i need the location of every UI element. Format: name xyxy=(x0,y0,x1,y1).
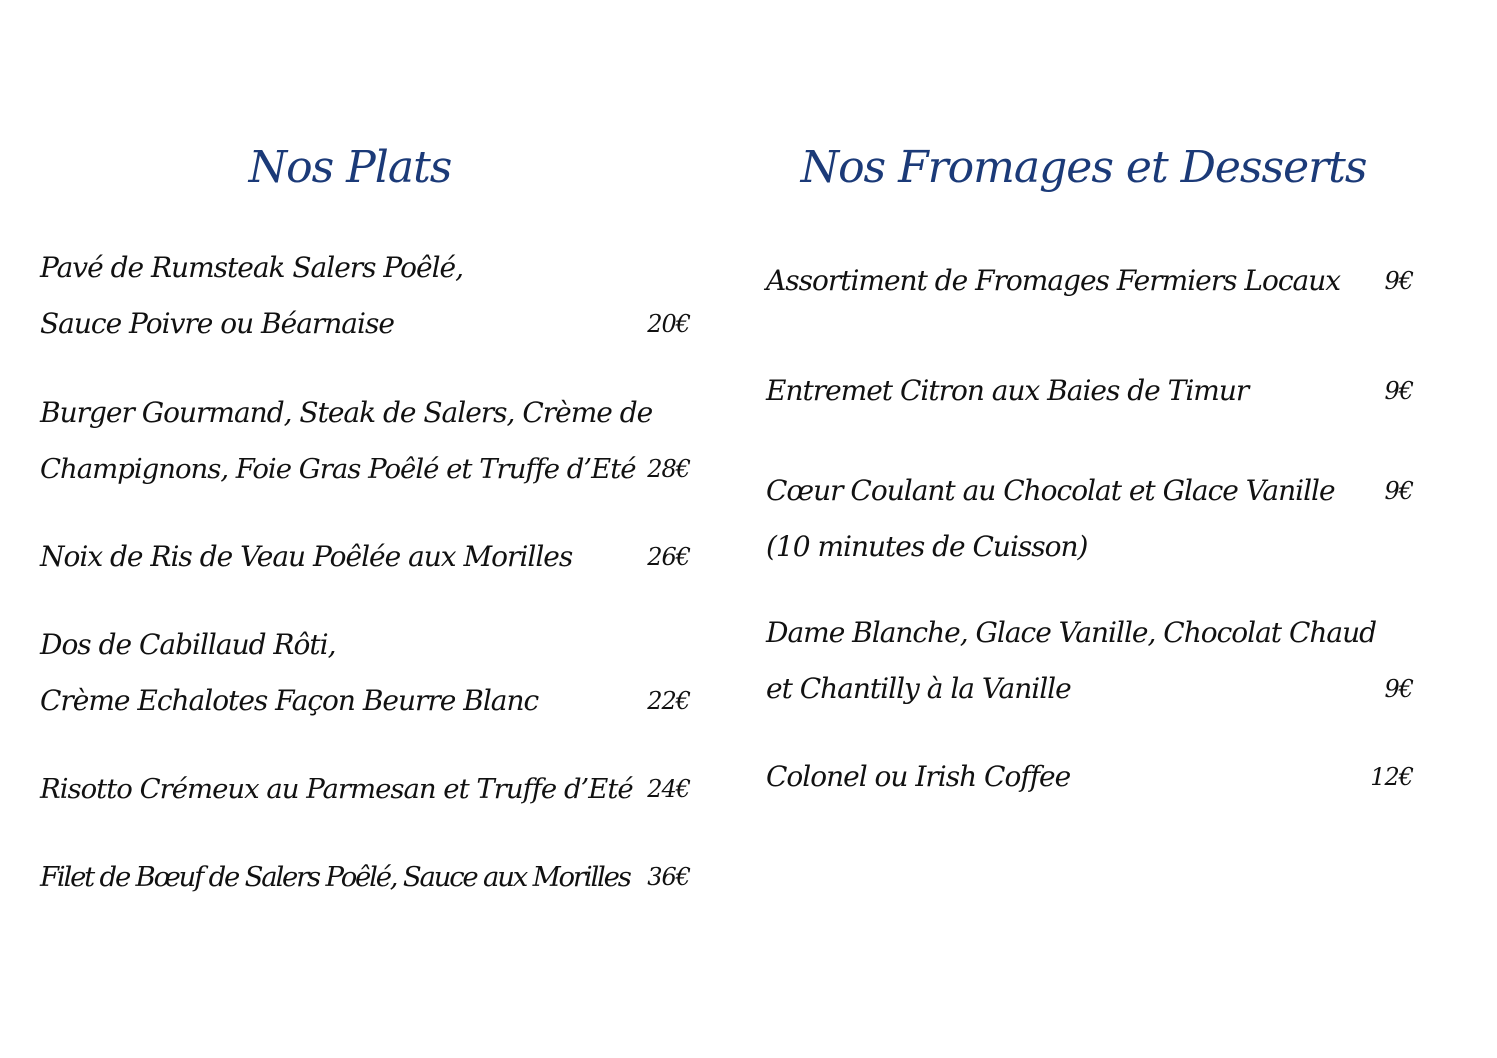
dish-name: Champignons, Foie Gras Poêlé et Truffe d’Eté xyxy=(40,453,636,485)
dish-price: 20€ xyxy=(647,310,690,338)
dish-price: 9€ xyxy=(1384,477,1413,505)
dish-name: Sauce Poivre ou Béarnaise xyxy=(40,307,394,340)
menu-item-rumsteak xyxy=(40,240,695,352)
menu-item-filet-de-boeuf xyxy=(40,849,695,905)
dish-price: 9€ xyxy=(1384,377,1413,405)
dish-name: Entremet Citron aux Baies de Timur xyxy=(766,374,1249,407)
menu-item-entremet xyxy=(766,363,1421,419)
section-title-plats: Nos Plats xyxy=(248,142,452,193)
menu-item-coeur-coulant xyxy=(766,463,1421,575)
menu-item-irish-coffee xyxy=(766,749,1421,805)
dish-name: Dame Blanche, Glace Vanille, Chocolat Chaud xyxy=(766,616,1377,649)
dish-name: (10 minutes de Cuisson) xyxy=(766,530,1088,563)
dish-name: Colonel ou Irish Coffee xyxy=(766,760,1071,793)
dish-name: Risotto Crémeux au Parmesan et Truffe d’Eté xyxy=(40,773,633,805)
menu-item-dame-blanche xyxy=(766,605,1421,717)
dish-price: 36€ xyxy=(647,863,690,891)
dish-name: Assortiment de Fromages Fermiers Locaux xyxy=(766,264,1341,297)
section-title-desserts: Nos Fromages et Desserts xyxy=(800,142,1367,193)
dish-name: Dos de Cabillaud Rôti, xyxy=(40,628,336,661)
dish-price: 26€ xyxy=(647,543,690,571)
menu-item-risotto xyxy=(40,761,695,817)
dish-name: Noix de Ris de Veau Poêlée aux Morilles xyxy=(40,540,573,573)
dish-price: 28€ xyxy=(647,455,690,483)
dish-price: 12€ xyxy=(1370,763,1413,791)
dish-name: Filet de Bœuf de Salers Poêlé, Sauce aux Morilles xyxy=(40,861,630,893)
dish-name: Pavé de Rumsteak Salers Poêlé, xyxy=(40,251,463,284)
dish-price: 22€ xyxy=(647,687,690,715)
dish-price: 9€ xyxy=(1384,675,1413,703)
dish-price: 24€ xyxy=(647,775,690,803)
dish-name: et Chantilly à la Vanille xyxy=(766,672,1071,705)
dish-name: Cœur Coulant au Chocolat et Glace Vanille xyxy=(766,474,1335,507)
menu-item-ris-de-veau xyxy=(40,529,695,585)
menu-item-burger xyxy=(40,385,695,497)
dish-price: 9€ xyxy=(1384,267,1413,295)
dish-name: Burger Gourmand, Steak de Salers, Crème de xyxy=(40,396,653,429)
dish-name: Crème Echalotes Façon Beurre Blanc xyxy=(40,684,539,717)
menu-item-fromages xyxy=(766,253,1421,309)
menu-item-cabillaud xyxy=(40,617,695,729)
